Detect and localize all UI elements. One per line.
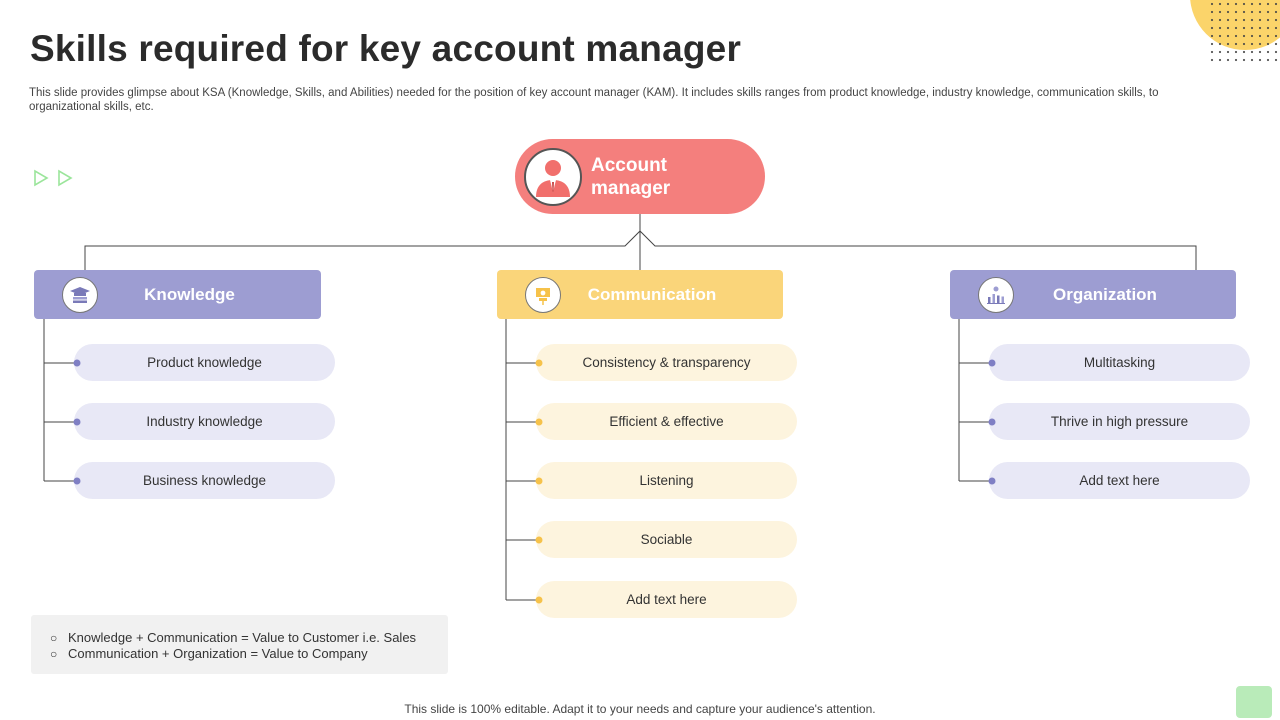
person-icon [524, 148, 582, 206]
note-item [50, 630, 448, 646]
branch-header-organization [950, 270, 1236, 319]
bullet-circle-icon: ○ [50, 631, 58, 645]
skill-pill [536, 462, 797, 499]
skill-pill [74, 403, 335, 440]
bullet-circle-icon: ○ [50, 647, 58, 661]
skill-label: Add text here [626, 592, 707, 607]
branch-label-organization: Organization [1053, 284, 1157, 304]
skill-label: Sociable [640, 532, 693, 547]
skill-label: Thrive in high pressure [1050, 414, 1189, 429]
corner-badge [1236, 686, 1272, 718]
skill-label: Multitasking [1083, 355, 1156, 370]
branch-label-communication: Communication [587, 284, 717, 304]
branch-header-communication [497, 270, 783, 319]
note-text: Knowledge + Communication = Value to Customer i.e. Sales [68, 630, 417, 645]
page-title: Skills required for key account manager [30, 28, 742, 69]
note-item [50, 646, 448, 662]
page-subtitle: This slide provides glimpse about KSA (Knowledge, Skills, and Abilities) needed for the position of key account manager (KAM). It includes skills ranges from product knowledge, industry knowledge, communication skills, to organizational skills, etc. [29, 87, 1159, 113]
note-text: Communication + Organization = Value to Company [68, 646, 368, 661]
skill-label: Efficient & effective [609, 414, 724, 429]
skill-pill [536, 521, 797, 558]
team-chart-icon [978, 277, 1014, 313]
skill-label: Add text here [1079, 473, 1160, 488]
graduation-books-icon [62, 277, 98, 313]
root-label: Account manager [591, 154, 671, 199]
skill-pill [536, 403, 797, 440]
skill-label: Industry knowledge [146, 414, 263, 429]
skill-pill [536, 581, 797, 618]
notes-box [31, 615, 448, 674]
skill-label: Business knowledge [142, 473, 267, 488]
skill-pill [74, 344, 335, 381]
root-node-account-manager [515, 139, 765, 214]
presenter-icon [525, 277, 561, 313]
skill-label: Listening [639, 473, 694, 488]
branch-header-knowledge [34, 270, 321, 319]
footer-note: This slide is 100% editable. Adapt it to your needs and capture your audience's attention. [404, 702, 876, 716]
branch-label-knowledge: Knowledge [144, 284, 235, 304]
skill-pill [74, 462, 335, 499]
skill-pill [536, 344, 797, 381]
skill-pill [989, 344, 1250, 381]
skill-label: Consistency & transparency [582, 355, 751, 370]
skill-label: Product knowledge [147, 355, 262, 370]
skill-pill [989, 403, 1250, 440]
skill-pill [989, 462, 1250, 499]
